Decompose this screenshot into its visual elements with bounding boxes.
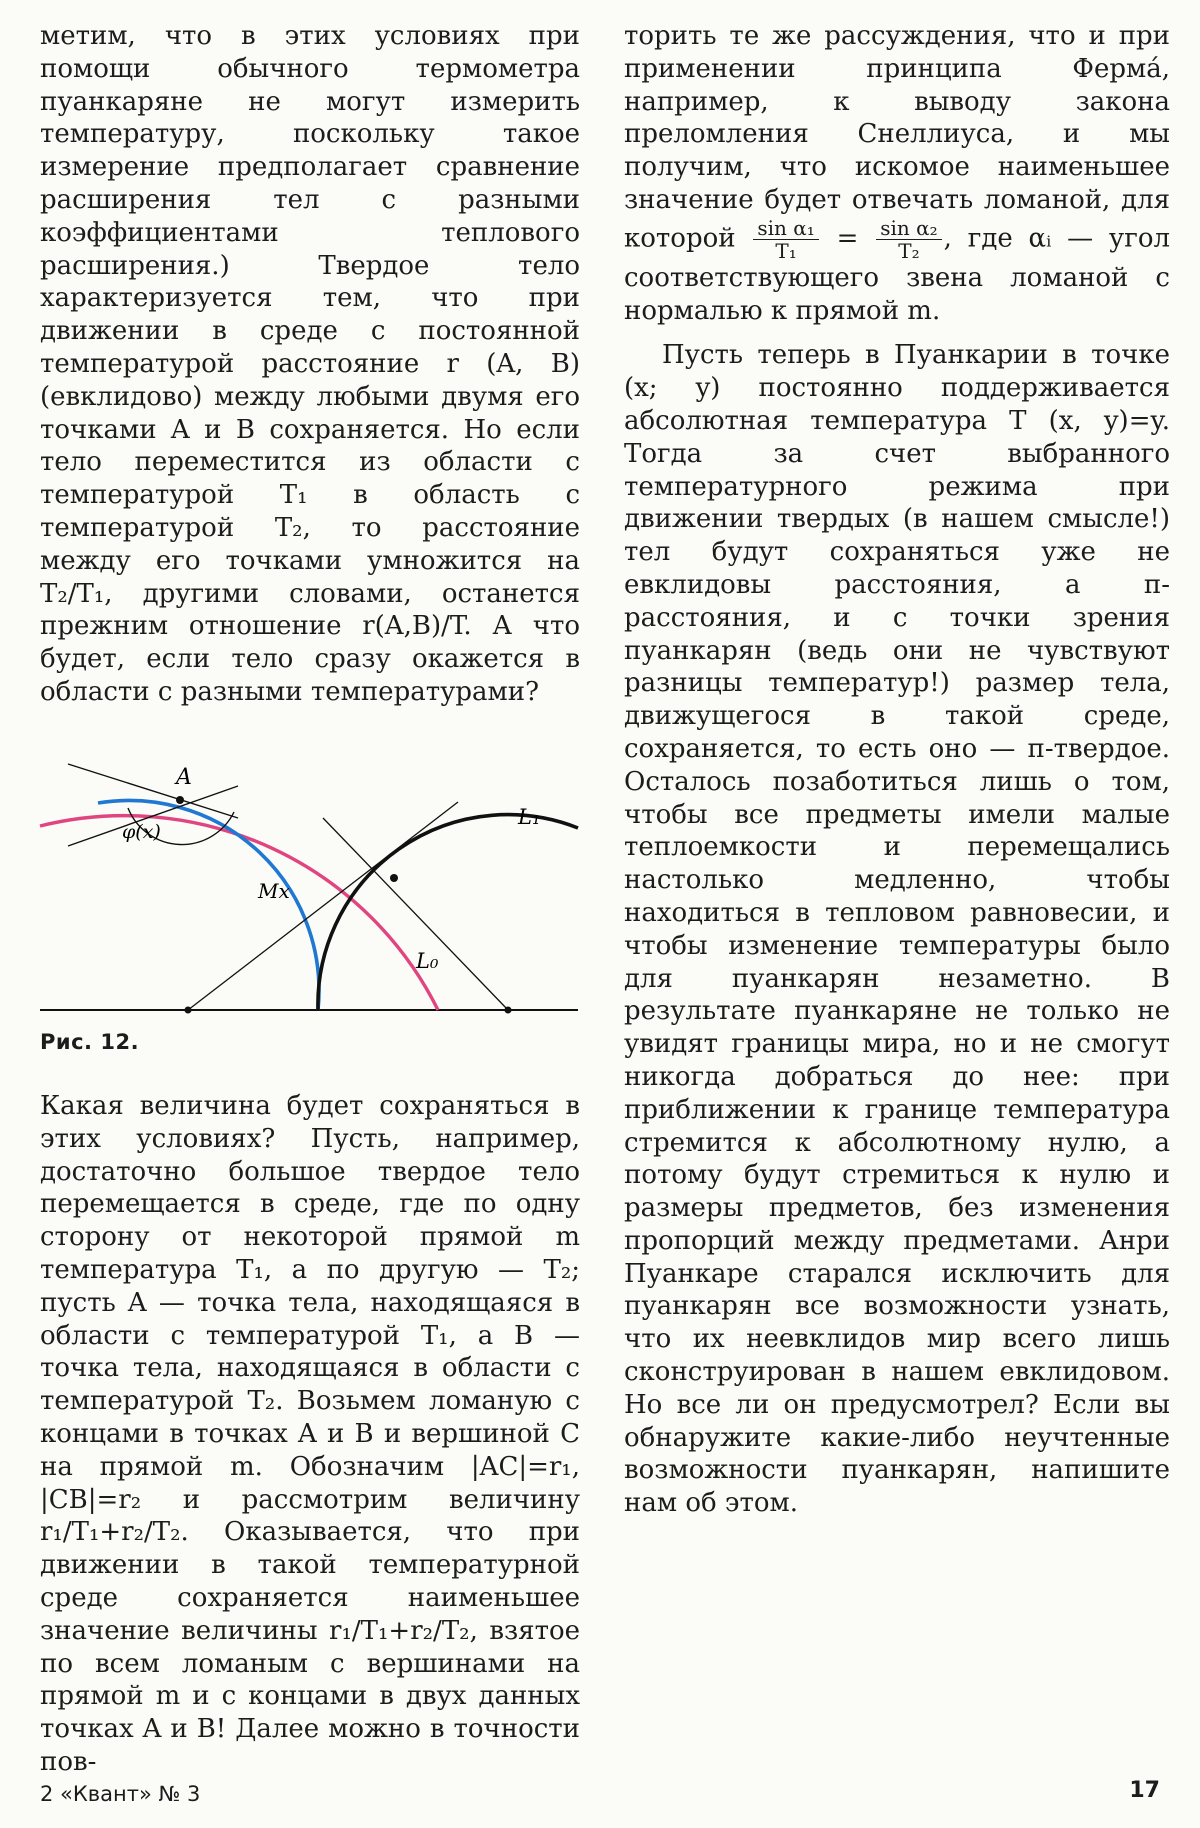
- label-L0: L₀: [416, 949, 439, 973]
- black-arc-l1: [318, 815, 578, 1010]
- paragraph-right-2: Пусть теперь в Пуанкарии в точке (x; y) постоянно поддерживается абсолютная температура T (x, y)=y. Тогда за счет выбранного температурного режима при движении твердых (в нашем смысле!) тел будут сохраняться уже не евклидовы расстояния, а п-расстояния, и с точки зрения пуанкарян (ведь они не чувствуют разницы температур!) размер тела, движущегося в такой среде, сохраняется, то есть оно — п-твердое. Осталось позаботиться лишь о том, чтобы все предметы имели малые теплоемкости и перемещались настолько медленно, чтобы находиться в тепловом равновесии, и чтобы изменение температуры было для пуанкарян незаметно. В результате пуанкаряне не только не увидят границы мира, но и не смогут никогда добраться до нее: при приближении к границе температура стремится к абсолютному нулю, а потому будут стремиться к нулю и размеры предметов, без изменения пропорций между предметами. Анри Пуанкаре старался исключить для пуанкарян все возможности узнать, что их неевклидов мир всего лишь сконструирован в нашем евклидовом. Но все ли он предусмотрел? Если вы обнаружите какие-либо неучтенные возможности пуанкарян, напишите нам об этом.: [624, 340, 1170, 1519]
- paragraph-left-1: метим, что в этих условиях при помощи обычного термометра пуанкаряне не могут измерить температуру, поскольку такое измерение предполагает сравнение расширения тел с разными коэффициентами теплового расширения.) Твердое тело характеризуется тем, что при движении в среде с постоянной температурой расстояние r (A, B) (евклидово) между любыми двумя его точками A и B сохраняется. Но если тело переместится из области с температурой T₁ в область с температурой T₂, то расстояние между его точками умножится на T₂/T₁, другими словами, останется прежним отношение r(A,B)/T. А что будет, если тело сразу окажется в области с разными температурами?: [40, 21, 580, 707]
- label-phi: φ(x): [122, 821, 161, 843]
- page-number: 17: [1129, 1778, 1160, 1803]
- equals-sign: =: [836, 223, 859, 254]
- point-base-left: [185, 1007, 192, 1014]
- left-column-top-text: [40, 20, 580, 709]
- label-Mx: Mx: [258, 879, 290, 903]
- left-column-bottom-text: [40, 1090, 580, 1779]
- fraction-1-numerator: sin α₁: [753, 217, 818, 240]
- paragraph-right-1-start: торить те же рассуждения, что и при применении принципа Ферма́, например, к выводу закона преломления Снеллиуса, и мы получим, что искомое наименьшее значение будет отвечать ломаной, для которой: [624, 21, 1170, 254]
- fraction-1-denominator: T₁: [775, 238, 797, 263]
- fraction-sin-a2: [876, 217, 941, 262]
- point-A: [176, 796, 184, 804]
- paragraph-right-1-end: , где αᵢ — угол соответствующего звена ломаной с нормалью к прямой m.: [624, 223, 1171, 326]
- paragraph-right-1: [624, 20, 1170, 327]
- line-left-to-intersection: [188, 802, 458, 1010]
- fraction-2-denominator: T₂: [898, 238, 920, 263]
- pink-arc: [40, 816, 438, 1010]
- figure-12: [38, 728, 588, 1028]
- label-L1: L₁: [518, 805, 541, 829]
- label-A: A: [176, 765, 192, 790]
- right-column-text: [624, 20, 1170, 1520]
- tangent-line-1: [68, 764, 238, 818]
- footer-journal-signature: 2 «Квант» № 3: [40, 1782, 201, 1806]
- paragraph-left-2: Какая величина будет сохраняться в этих условиях? Пусть, например, достаточно большое твердое тело перемещается в среде, где по одну сторону от некоторой прямой m температура T₁, а по другую — T₂; пусть A — точка тела, находящаяся в области с температурой T₁, а B — точка тела, находящаяся в области с температурой T₂. Возьмем ломаную с концами в точках A и B и вершиной C на прямой m. Обозначим |AC|=r₁, |CB|=r₂ и рассмотрим величину r₁/T₁+r₂/T₂. Оказывается, что при движении в такой температурной среде сохраняется наименьшее значение величины r₁/T₁+r₂/T₂, взятое по всем ломаным с вершинами на прямой m и с концами в двух данных точках A и B! Далее можно в точности пов-: [40, 1091, 580, 1777]
- point-intersection: [390, 874, 398, 882]
- point-base-right: [505, 1007, 512, 1014]
- fraction-sin-a1: [753, 217, 818, 262]
- fraction-2-numerator: sin α₂: [876, 217, 941, 240]
- line-right-to-intersection: [323, 818, 508, 1010]
- figure-caption: Рис. 12.: [40, 1030, 140, 1054]
